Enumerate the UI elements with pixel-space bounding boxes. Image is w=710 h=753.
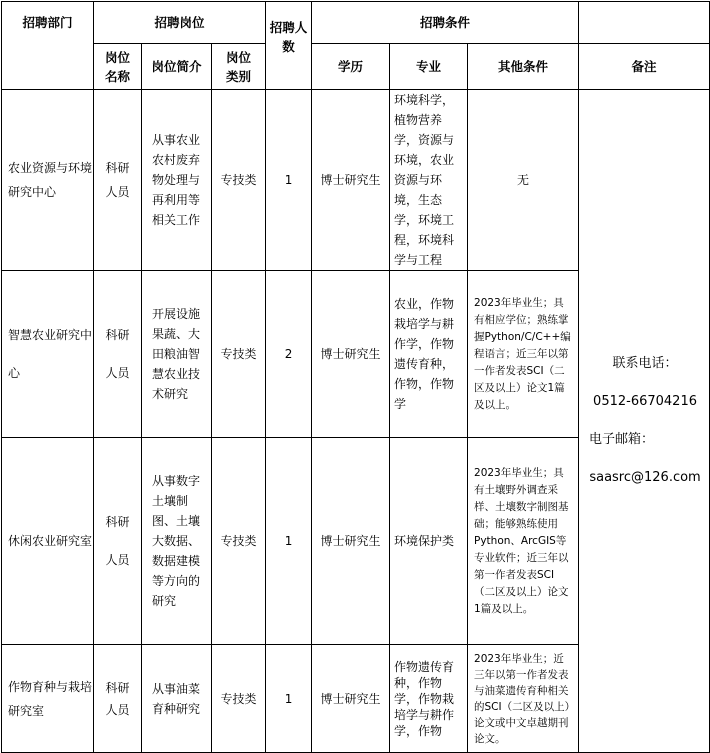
education-cell: 博士研究生 [312,438,390,645]
intro-cell: 从事油菜育种研究 [142,645,212,753]
recruitment-table [1,1,710,753]
education-cell: 博士研究生 [312,271,390,438]
name-cell: 科研人员 [94,271,142,438]
header-major: 专业 [390,44,468,90]
header-pos-name: 岗位名称 [94,44,142,90]
major-cell: 环境保护类 [390,438,468,645]
major-cell: 环境科学，植物营养学，资源与环境，农业资源与环境，生态学，环境工程，环境科学与工程 [390,90,468,271]
dept-cell: 农业资源与环境研究中心 [2,90,94,271]
type-cell: 专技类 [212,271,266,438]
dept-cell: 休闲农业研究室 [2,438,94,645]
header-conditions: 招聘条件 [312,2,579,44]
header-education: 学历 [312,44,390,90]
header-pos-type: 岗位类别 [212,44,266,90]
header-other: 其他条件 [468,44,579,90]
header-remark: 备注 [579,44,710,90]
name-cell: 科研人员 [94,645,142,753]
major-cell: 作物遗传育种，作物学，作物栽培学与耕作学，作物 [390,645,468,753]
dept-cell: 智慧农业研究中心 [2,271,94,438]
education-cell: 博士研究生 [312,645,390,753]
count-cell: 2 [266,271,312,438]
header-pos-intro: 岗位简介 [142,44,212,90]
count-cell: 1 [266,438,312,645]
count-cell: 1 [266,645,312,753]
major-cell: 农业，作物栽培学与耕作学，作物遗传育种，作物，作物学 [390,271,468,438]
remark-cell [579,90,710,753]
intro-cell: 从事农业农村废弃物处理与再利用等相关工作 [142,90,212,271]
header-blank [579,2,710,44]
table-row [2,90,710,271]
header-count: 招聘人数 [266,2,312,90]
other-cell: 无 [468,90,579,271]
dept-cell: 作物育种与栽培研究室 [2,645,94,753]
education-cell: 博士研究生 [312,90,390,271]
type-cell: 专技类 [212,90,266,271]
phone-label: 联系电话： [612,356,678,371]
type-cell: 专技类 [212,645,266,753]
header-position: 招聘岗位 [94,2,266,44]
intro-cell: 从事数字土壤制图、土壤大数据、数据建模等方向的研究 [142,438,212,645]
count-cell: 1 [266,90,312,271]
name-cell: 科研人员 [94,90,142,271]
other-cell: 2023年毕业生；具有相应学位；熟练掌握Python/C/C++编程语言；近三年以第一作者发表SCI（二区及以上）论文1篇及以上。 [468,271,579,438]
intro-cell: 开展设施果蔬、大田粮油智慧农业技术研究 [142,271,212,438]
type-cell: 专技类 [212,438,266,645]
other-cell: 2023年毕业生；具有土壤野外调查采样、土壤数字制图基础；能够熟练使用Python、ArcGIS等专业软件；近三年以第一作者发表SCI（二区及以上）论文1篇及以上。 [468,438,579,645]
email-label: 电子邮箱： [589,432,655,447]
email-value: saasrc@126.com [589,470,701,485]
phone-value: 0512-66704216 [593,394,697,409]
name-cell: 科研人员 [94,438,142,645]
header-dept: 招聘部门 [2,2,94,90]
other-cell: 2023年毕业生；近三年以第一作者发表与油菜遗传育种相关的SCI（二区及以上）论文或中文卓越期刊论文。 [468,645,579,753]
